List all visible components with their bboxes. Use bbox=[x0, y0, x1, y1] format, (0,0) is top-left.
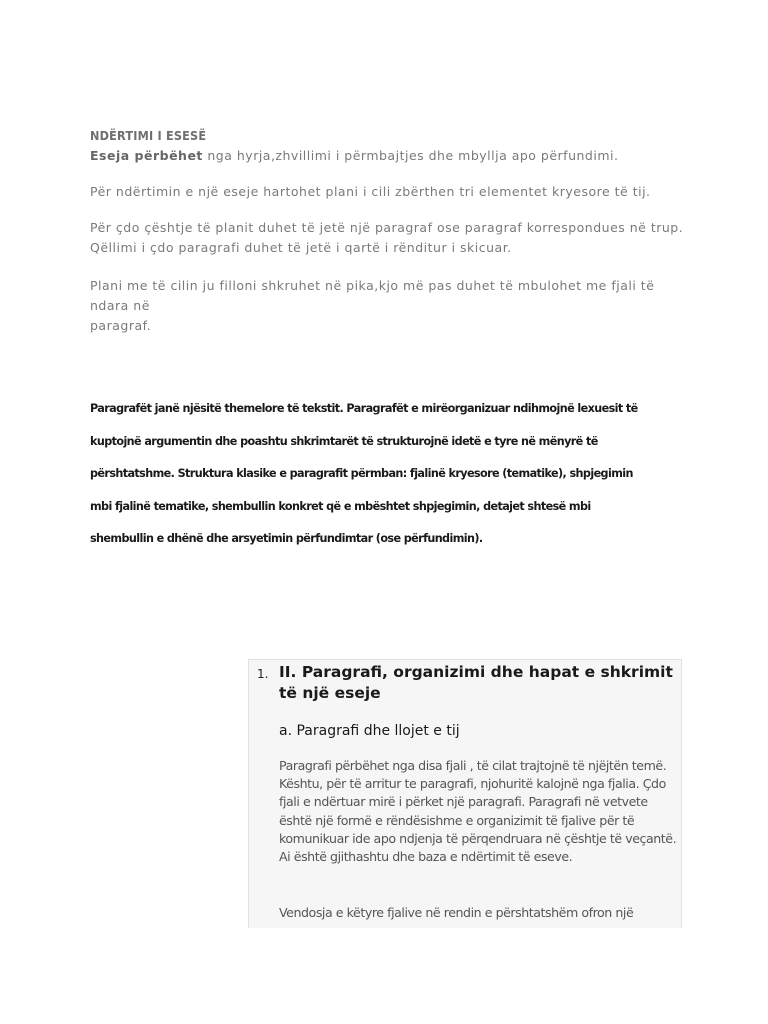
definition-line: Paragrafët janë njësitë themelore të tekstit. Paragrafët e mirëorganizuar ndihmojnë lexuesit të bbox=[90, 402, 638, 415]
paragraph-line: Qëllimi i çdo paragrafi duhet të jetë i qartë i rënditur i skicuar. bbox=[90, 240, 512, 255]
paragraph-lead: Eseja përbëhet bbox=[90, 148, 203, 163]
definition-line: përshtatshme. Struktura klasike e paragrafit përmban: fjalinë kryesore (tematike), shpjegimin bbox=[90, 467, 633, 481]
paragraph-plan-points bbox=[90, 276, 690, 336]
essay-heading: NDËRTIMI I ESESË bbox=[90, 128, 207, 143]
excerpt-body-continued: Vendosja e këtyre fjalive në rendin e përshtatshëm ofron një bbox=[279, 905, 634, 920]
paragraph-planning-issues bbox=[90, 218, 690, 258]
paragraph-essay-parts bbox=[90, 146, 690, 166]
paragraph-rest: nga hyrja,zhvillimi i përmbajtjes dhe mbyllja apo përfundimi. bbox=[202, 148, 619, 163]
paragraph-definition-section bbox=[90, 393, 690, 556]
list-number: 1. bbox=[257, 667, 269, 681]
paragraph-line: paragraf. bbox=[90, 318, 152, 333]
excerpt-box bbox=[248, 659, 682, 928]
definition-line: kuptojnë argumentin dhe poashtu shkrimtarët të strukturojnë idetë e tyre në mënyrë të bbox=[90, 434, 598, 448]
excerpt-body: Paragrafi përbëhet nga disa fjali , të cilat trajtojnë të njëjtën temë. Kështu, për të arritur te paragrafi, njohuritë kalojnë nga fjalia. Çdo fjali e ndërtuar mirë i përket një paragrafi. Paragrafi në vetvete është një formë e rëndësishme e organizimit të fjalive për të komunikuar ide apo ndjenja të përqendruara në çështje të veçantë. Ai është gjithashtu dhe baza e ndërtimit të eseve. bbox=[279, 758, 677, 865]
paragraph-plan: Për ndërtimin e një eseje hartohet plani i cili zbërthen tri elementet kryesore të tij. bbox=[90, 184, 651, 199]
definition-line: mbi fjalinë tematike, shembullin konkret që e mbështet shpjegimin, detajet shtesë mbi bbox=[90, 499, 591, 513]
paragraph-line: Plani me të cilin ju filloni shkruhet në pika,kjo më pas duhet të mbulohet me fjali të ndara në bbox=[90, 278, 655, 313]
paragraph-line: Për çdo çështje të planit duhet të jetë një paragraf ose paragraf korrespondues në trup. bbox=[90, 220, 684, 235]
definition-line: shembullin e dhënë dhe arsyetimin përfundimtar (ose përfundimin). bbox=[90, 532, 483, 546]
excerpt-title: II. Paragrafi, organizimi dhe hapat e shkrimit të një eseje bbox=[279, 663, 673, 702]
intro-section bbox=[90, 126, 690, 336]
excerpt-subtitle: a. Paragrafi dhe llojet e tij bbox=[279, 723, 460, 739]
